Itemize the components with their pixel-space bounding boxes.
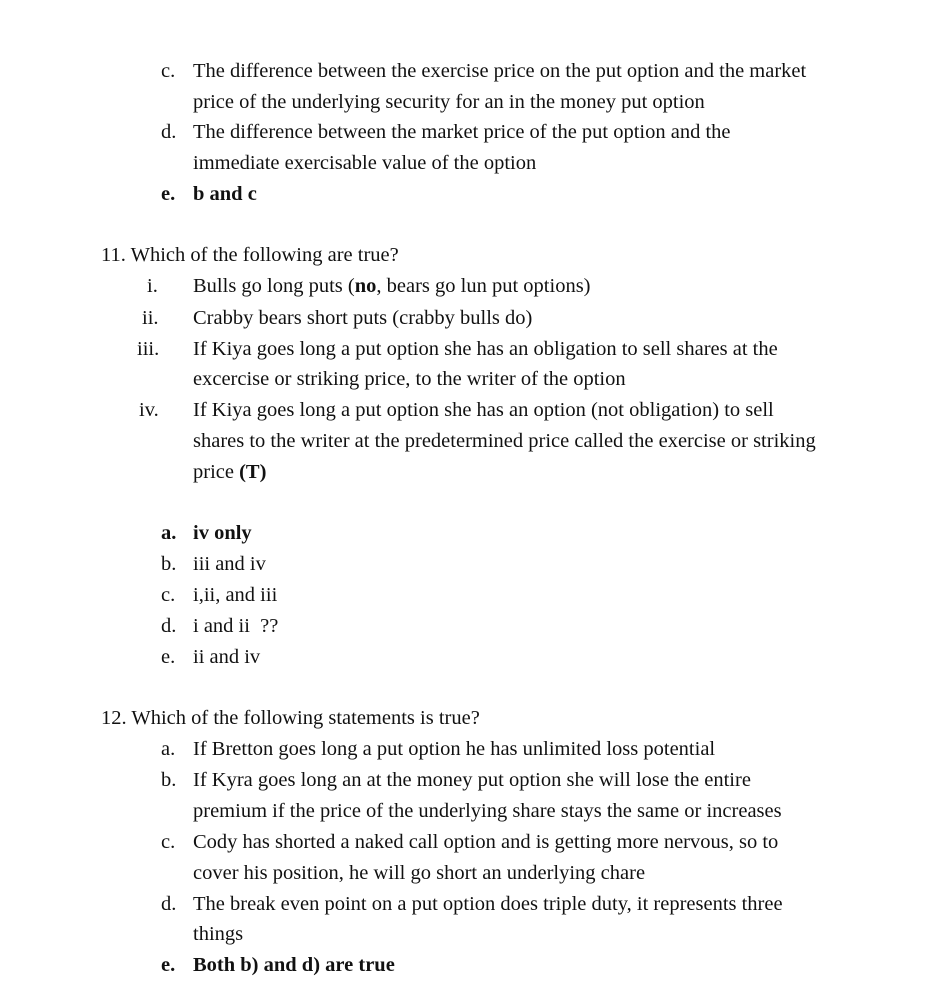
q12-option-c-line2: cover his position, he will go short an underlying chare xyxy=(193,862,646,884)
q11-choice-a-marker: a. xyxy=(161,522,177,544)
q11-statement-ii-marker: ii. xyxy=(142,307,159,329)
q10-option-c-marker: c. xyxy=(161,60,176,82)
q12-option-b-marker: b. xyxy=(161,769,177,791)
q10-option-c-line1: The difference between the exercise price on the put option and the market xyxy=(193,60,807,82)
q11-choice-b-marker: b. xyxy=(161,553,177,575)
q11-choice-a: iv only xyxy=(193,522,252,544)
q12-option-d-marker: d. xyxy=(161,893,177,915)
q12-question: 12. Which of the following statements is true? xyxy=(101,707,480,729)
q11-statement-i-post: , bears go lun put options) xyxy=(376,275,591,297)
q11-choice-b: iii and iv xyxy=(193,553,266,575)
q11-statement-iii-line1: If Kiya goes long a put option she has an obligation to sell shares at the xyxy=(193,338,778,360)
q11-question: 11. Which of the following are true? xyxy=(101,244,399,266)
q11-statement-iii-marker: iii. xyxy=(137,338,160,360)
q11-statement-iv-marker: iv. xyxy=(139,399,159,421)
q12-option-a-marker: a. xyxy=(161,738,176,760)
q11-statement-iii-line2: excercise or striking price, to the writer of the option xyxy=(193,368,626,390)
q11-choice-d-marker: d. xyxy=(161,615,177,637)
q11-statement-i xyxy=(193,274,591,298)
q11-statement-i-pre: Bulls go long puts ( xyxy=(193,275,355,297)
q10-option-e-marker: e. xyxy=(161,183,176,205)
q12-option-d-line1: The break even point on a put option does triple duty, it represents three xyxy=(193,893,783,915)
q11-choice-e: ii and iv xyxy=(193,646,261,668)
q11-choice-c-marker: c. xyxy=(161,584,176,606)
q11-statement-ii: Crabby bears short puts (crabby bulls do) xyxy=(193,307,533,329)
q11-choice-d: i and ii ?? xyxy=(193,615,279,637)
q10-option-d-line2: immediate exercisable value of the option xyxy=(193,152,537,174)
q10-option-e-text: b and c xyxy=(193,183,257,205)
q11-statement-i-marker: i. xyxy=(147,275,158,297)
q11-statement-iv-line3 xyxy=(193,460,266,484)
q12-option-b-line2: premium if the price of the underlying share stays the same or increases xyxy=(193,800,782,822)
q11-choice-e-marker: e. xyxy=(161,646,176,668)
q12-option-c-marker: c. xyxy=(161,831,176,853)
q10-option-d-line1: The difference between the market price of the put option and the xyxy=(193,121,731,143)
q11-choice-c: i,ii, and iii xyxy=(193,584,278,606)
q10-option-c-line2: price of the underlying security for an in the money put option xyxy=(193,91,705,113)
q12-option-a: If Bretton goes long a put option he has unlimited loss potential xyxy=(193,738,716,760)
q12-option-e: Both b) and d) are true xyxy=(193,954,395,976)
q11-statement-iv-line1: If Kiya goes long a put option she has an option (not obligation) to sell xyxy=(193,399,774,421)
q12-option-e-marker: e. xyxy=(161,954,176,976)
q12-option-b-line1: If Kyra goes long an at the money put option she will lose the entire xyxy=(193,769,751,791)
q11-statement-i-bold: no xyxy=(354,275,377,297)
q11-statement-iv-line2: shares to the writer at the predetermined price called the exercise or striking xyxy=(193,430,816,452)
q10-option-d-marker: d. xyxy=(161,121,177,143)
q11-statement-iv-answer-mark: (T) xyxy=(239,461,267,483)
q12-option-c-line1: Cody has shorted a naked call option and is getting more nervous, so to xyxy=(193,831,779,853)
q12-option-d-line2: things xyxy=(193,923,244,945)
q11-statement-iv-line3-pre: price xyxy=(193,461,240,483)
